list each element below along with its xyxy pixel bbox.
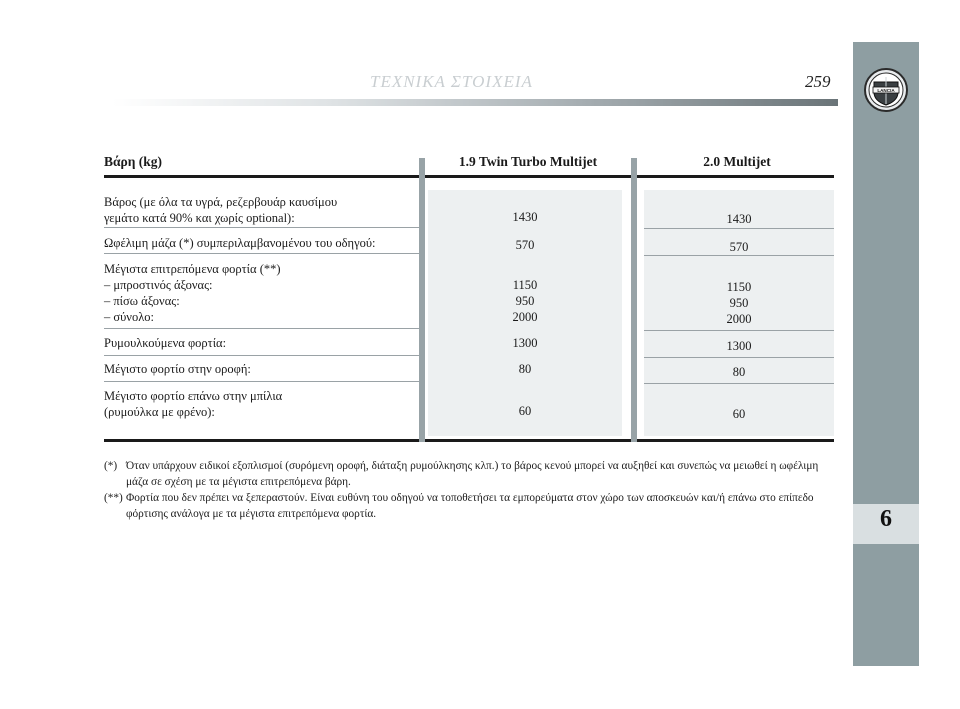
row-separator <box>644 383 834 384</box>
row-separator <box>104 227 419 228</box>
chapter-number: 6 <box>880 506 892 532</box>
row-separator <box>104 328 419 329</box>
row-value-weight-col2: 1430 <box>726 212 752 226</box>
column-divider-2 <box>631 158 637 442</box>
row-value-roof-load-col2: 80 <box>732 365 746 379</box>
row-value-towball-load-col2: 60 <box>732 407 746 421</box>
row-separator <box>104 381 419 382</box>
page-number: 259 <box>805 72 831 91</box>
header-gradient-bar <box>112 99 838 106</box>
row-value-max-loads-col2: 1150 950 2000 <box>726 280 752 326</box>
row-separator <box>644 228 834 229</box>
row-value-roof-load-col1: 80 <box>518 362 532 376</box>
row-value-payload-col2: 570 <box>729 240 749 254</box>
row-label-payload: Ωφέλιμη μάζα (*) συμπεριλαμβανομένου του οδηγού: <box>104 236 376 250</box>
lancia-shield-icon <box>864 68 908 112</box>
row-separator <box>644 357 834 358</box>
row-separator <box>104 253 419 254</box>
row-value-payload-col1: 570 <box>515 238 535 252</box>
row-label-towball-load: Μέγιστο φορτίο επάνω στην μπίλια (ρυμούλκα με φρένο): <box>104 389 283 419</box>
logo-text: LANCIA <box>877 87 895 93</box>
column-divider-1 <box>419 158 425 442</box>
row-separator <box>104 355 419 356</box>
footnote-1-text: Όταν υπάρχουν ειδικοί εξοπλισμοί (συρόμενη οροφή, διάταξη ρυμούλκησης κλπ.) το βάρος κενού μπορεί να αυξηθεί και συνεπώς να μειωθεί η ωφέλιμη μάζα σε σχέση με τα μέγιστα επιτρεπόμενα βάρη. <box>126 460 819 488</box>
row-separator <box>644 330 834 331</box>
footnote-1-mark: (*) <box>104 460 118 472</box>
row-label-weight: Βάρος (με όλα τα υγρά, ρεζερβουάρ καυσίμου γεμάτο κατά 90% και χωρίς optional): <box>104 195 338 225</box>
row-value-weight-col1: 1430 <box>512 210 538 224</box>
footnote-2-mark: (**) <box>104 492 123 504</box>
table-header-col1: 1.9 Twin Turbo Multijet <box>458 154 598 169</box>
table-bottom-rule <box>104 439 834 442</box>
table-header-label: Βάρη (kg) <box>104 154 163 169</box>
side-tab-bottom <box>853 544 919 666</box>
row-label-max-loads: Μέγιστα επιτρεπόμενα φορτία (**) – μπροστινός άξονας: – πίσω άξονας: – σύνολο: <box>104 262 281 324</box>
footnote-2 <box>104 490 836 522</box>
row-value-max-loads-col1: 1150 950 2000 <box>512 278 538 324</box>
row-value-towball-load-col1: 60 <box>518 404 532 418</box>
row-label-towed-loads: Ρυμουλκούμενα φορτία: <box>104 336 227 350</box>
row-value-towed-loads-col2: 1300 <box>726 339 752 353</box>
footnote-1 <box>104 458 836 490</box>
row-label-roof-load: Μέγιστο φορτίο στην οροφή: <box>104 362 251 376</box>
section-title: ΤΕΧΝΙΚΑ ΣΤΟΙΧΕΙΑ <box>370 72 533 91</box>
row-value-towed-loads-col1: 1300 <box>512 336 538 350</box>
table-header-col2: 2.0 Multijet <box>703 154 771 169</box>
footnote-2-text: Φορτία που δεν πρέπει να ξεπεραστούν. Είναι ευθύνη του οδηγού να τοποθετήσει τα εμπορεύματα στον χώρο των αποσκευών και/ή επάνω στο επίπεδο φόρτισης ανάλογα με τα μέγιστα επιτρεπόμενα φορτία. <box>126 492 814 520</box>
table-top-rule <box>104 175 834 178</box>
row-separator <box>644 255 834 256</box>
